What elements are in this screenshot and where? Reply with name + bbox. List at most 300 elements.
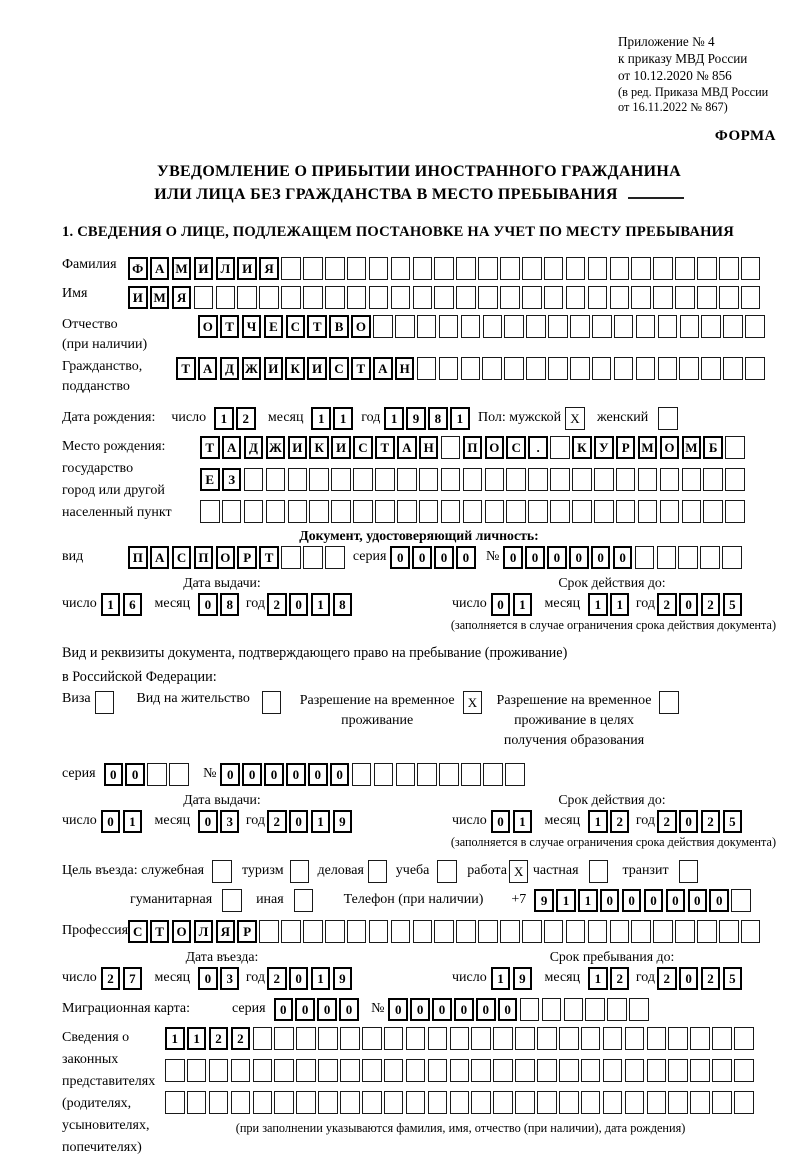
char-box[interactable]	[483, 763, 503, 786]
char-box[interactable]	[631, 920, 651, 943]
char-box[interactable]	[504, 315, 524, 338]
char-box[interactable]	[384, 1059, 404, 1082]
char-box[interactable]: 0	[289, 593, 309, 616]
char-box[interactable]	[592, 357, 612, 380]
char-box[interactable]	[653, 257, 673, 280]
char-box[interactable]	[434, 286, 454, 309]
char-box[interactable]: 0	[412, 546, 432, 569]
char-box[interactable]	[631, 257, 651, 280]
char-box[interactable]	[734, 1059, 754, 1082]
char-box[interactable]: 0	[289, 967, 309, 990]
char-box[interactable]	[478, 257, 498, 280]
char-box[interactable]	[610, 286, 630, 309]
char-box[interactable]: 1	[513, 593, 533, 616]
char-box[interactable]	[439, 315, 459, 338]
char-box[interactable]	[690, 1091, 710, 1114]
char-box[interactable]	[200, 500, 220, 523]
char-box[interactable]: Ч	[242, 315, 262, 338]
char-box[interactable]	[471, 1059, 491, 1082]
char-box[interactable]	[636, 315, 656, 338]
char-box[interactable]	[450, 1091, 470, 1114]
char-box[interactable]: 2	[236, 407, 256, 430]
char-box[interactable]	[678, 546, 698, 569]
char-box[interactable]: 0	[525, 546, 545, 569]
char-box[interactable]: А	[150, 257, 170, 280]
char-box[interactable]	[679, 357, 699, 380]
char-box[interactable]	[483, 315, 503, 338]
char-box[interactable]	[550, 436, 570, 459]
char-box[interactable]: Т	[351, 357, 371, 380]
char-box[interactable]	[318, 1091, 338, 1114]
char-box[interactable]	[592, 315, 612, 338]
char-box[interactable]: 0	[339, 998, 359, 1021]
char-box[interactable]: 0	[622, 889, 642, 912]
char-box[interactable]	[719, 920, 739, 943]
char-box[interactable]: С	[172, 546, 192, 569]
char-box[interactable]	[362, 1091, 382, 1114]
char-box[interactable]	[303, 546, 323, 569]
char-box[interactable]: 0	[600, 889, 620, 912]
char-box[interactable]	[544, 257, 564, 280]
char-box[interactable]	[660, 468, 680, 491]
char-box[interactable]	[369, 257, 389, 280]
char-box[interactable]	[347, 286, 367, 309]
char-box[interactable]	[723, 357, 743, 380]
char-box[interactable]: 8	[220, 593, 240, 616]
char-box[interactable]	[340, 1059, 360, 1082]
char-box[interactable]: П	[194, 546, 214, 569]
char-box[interactable]: 0	[198, 967, 218, 990]
char-box[interactable]	[456, 286, 476, 309]
char-box[interactable]: А	[373, 357, 393, 380]
char-box[interactable]: 0	[390, 546, 410, 569]
char-box[interactable]	[722, 546, 742, 569]
char-box[interactable]	[675, 257, 695, 280]
char-box[interactable]	[441, 500, 461, 523]
char-box[interactable]	[725, 468, 745, 491]
char-box[interactable]	[397, 468, 417, 491]
char-box[interactable]	[147, 763, 167, 786]
char-box[interactable]	[406, 1059, 426, 1082]
char-box[interactable]	[588, 257, 608, 280]
char-box[interactable]: 5	[723, 593, 743, 616]
char-box[interactable]	[723, 315, 743, 338]
char-box[interactable]: И	[128, 286, 148, 309]
char-box[interactable]	[682, 468, 702, 491]
char-box[interactable]: А	[222, 436, 242, 459]
char-box[interactable]: З	[222, 468, 242, 491]
purpose-humanitarian-checkbox[interactable]	[222, 889, 242, 912]
char-box[interactable]	[675, 920, 695, 943]
char-box[interactable]	[325, 286, 345, 309]
char-box[interactable]	[296, 1059, 316, 1082]
char-box[interactable]	[369, 920, 389, 943]
char-box[interactable]: И	[288, 436, 308, 459]
char-box[interactable]	[244, 500, 264, 523]
char-box[interactable]	[253, 1091, 273, 1114]
char-box[interactable]	[463, 468, 483, 491]
char-box[interactable]	[603, 1091, 623, 1114]
char-box[interactable]: 9	[513, 967, 533, 990]
char-box[interactable]: 0	[613, 546, 633, 569]
char-box[interactable]	[274, 1027, 294, 1050]
char-box[interactable]: 0	[491, 810, 511, 833]
char-box[interactable]: М	[172, 257, 192, 280]
char-box[interactable]: М	[150, 286, 170, 309]
char-box[interactable]: К	[285, 357, 305, 380]
char-box[interactable]	[296, 1091, 316, 1114]
char-box[interactable]	[331, 468, 351, 491]
visa-checkbox[interactable]	[95, 691, 115, 714]
char-box[interactable]: 8	[333, 593, 353, 616]
char-box[interactable]: 1	[333, 407, 353, 430]
char-box[interactable]	[572, 468, 592, 491]
char-box[interactable]	[703, 468, 723, 491]
char-box[interactable]	[544, 920, 564, 943]
char-box[interactable]	[741, 286, 761, 309]
char-box[interactable]	[741, 257, 761, 280]
char-box[interactable]	[537, 1027, 557, 1050]
char-box[interactable]	[712, 1027, 732, 1050]
char-box[interactable]: 0	[679, 967, 699, 990]
char-box[interactable]: К	[572, 436, 592, 459]
char-box[interactable]	[522, 286, 542, 309]
char-box[interactable]	[439, 357, 459, 380]
char-box[interactable]: О	[351, 315, 371, 338]
char-box[interactable]: 2	[101, 967, 121, 990]
char-box[interactable]	[625, 1091, 645, 1114]
char-box[interactable]: 0	[454, 998, 474, 1021]
char-box[interactable]	[391, 257, 411, 280]
char-box[interactable]	[309, 468, 329, 491]
char-box[interactable]: П	[463, 436, 483, 459]
char-box[interactable]: 1	[311, 407, 331, 430]
char-box[interactable]	[417, 763, 437, 786]
char-box[interactable]	[413, 286, 433, 309]
char-box[interactable]	[325, 546, 345, 569]
char-box[interactable]: С	[329, 357, 349, 380]
char-box[interactable]: 0	[410, 998, 430, 1021]
char-box[interactable]	[537, 1059, 557, 1082]
char-box[interactable]	[288, 500, 308, 523]
char-box[interactable]: Т	[259, 546, 279, 569]
char-box[interactable]: 1	[311, 593, 331, 616]
char-box[interactable]: 0	[242, 763, 262, 786]
char-box[interactable]	[741, 920, 761, 943]
char-box[interactable]	[259, 920, 279, 943]
char-box[interactable]	[439, 763, 459, 786]
char-box[interactable]: 9	[333, 810, 353, 833]
purpose-official-checkbox[interactable]	[212, 860, 232, 883]
char-box[interactable]: 0	[388, 998, 408, 1021]
char-box[interactable]	[668, 1091, 688, 1114]
char-box[interactable]	[375, 500, 395, 523]
char-box[interactable]: 2	[701, 593, 721, 616]
char-box[interactable]: 0	[330, 763, 350, 786]
char-box[interactable]	[500, 257, 520, 280]
char-box[interactable]	[680, 315, 700, 338]
char-box[interactable]	[647, 1027, 667, 1050]
char-box[interactable]	[471, 1027, 491, 1050]
char-box[interactable]	[500, 286, 520, 309]
char-box[interactable]: 0	[125, 763, 145, 786]
char-box[interactable]: Я	[216, 920, 236, 943]
char-box[interactable]	[274, 1059, 294, 1082]
char-box[interactable]	[396, 763, 416, 786]
char-box[interactable]	[165, 1059, 185, 1082]
char-box[interactable]: Я	[172, 286, 192, 309]
purpose-transit-checkbox[interactable]	[679, 860, 699, 883]
char-box[interactable]: О	[172, 920, 192, 943]
char-box[interactable]: 2	[610, 967, 630, 990]
gender-female-checkbox[interactable]	[658, 407, 678, 430]
char-box[interactable]	[428, 1027, 448, 1050]
char-box[interactable]	[581, 1059, 601, 1082]
char-box[interactable]	[701, 315, 721, 338]
char-box[interactable]	[701, 357, 721, 380]
char-box[interactable]	[347, 257, 367, 280]
char-box[interactable]	[482, 357, 502, 380]
char-box[interactable]	[570, 357, 590, 380]
char-box[interactable]: 2	[209, 1027, 229, 1050]
char-box[interactable]	[725, 436, 745, 459]
char-box[interactable]	[281, 546, 301, 569]
char-box[interactable]: Р	[616, 436, 636, 459]
char-box[interactable]	[231, 1059, 251, 1082]
char-box[interactable]: И	[237, 257, 257, 280]
char-box[interactable]	[719, 286, 739, 309]
char-box[interactable]	[450, 1059, 470, 1082]
char-box[interactable]: 0	[274, 998, 294, 1021]
char-box[interactable]	[391, 920, 411, 943]
char-box[interactable]: 2	[267, 967, 287, 990]
char-box[interactable]	[690, 1059, 710, 1082]
char-box[interactable]	[456, 257, 476, 280]
char-box[interactable]: 0	[679, 593, 699, 616]
char-box[interactable]: 2	[610, 810, 630, 833]
char-box[interactable]: 1	[187, 1027, 207, 1050]
char-box[interactable]	[745, 357, 765, 380]
char-box[interactable]: Л	[216, 257, 236, 280]
char-box[interactable]	[266, 500, 286, 523]
char-box[interactable]	[614, 357, 634, 380]
char-box[interactable]	[725, 500, 745, 523]
char-box[interactable]: 0	[476, 998, 496, 1021]
char-box[interactable]	[331, 500, 351, 523]
char-box[interactable]	[629, 998, 649, 1021]
gender-male-checkbox[interactable]: X	[565, 407, 585, 430]
char-box[interactable]	[216, 286, 236, 309]
char-box[interactable]	[274, 1091, 294, 1114]
char-box[interactable]	[374, 763, 394, 786]
char-box[interactable]	[352, 763, 372, 786]
char-box[interactable]: О	[660, 436, 680, 459]
purpose-private-checkbox[interactable]	[589, 860, 609, 883]
char-box[interactable]: 8	[428, 407, 448, 430]
char-box[interactable]	[594, 468, 614, 491]
char-box[interactable]: Ф	[128, 257, 148, 280]
char-box[interactable]	[506, 500, 526, 523]
char-box[interactable]: 0	[491, 593, 511, 616]
char-box[interactable]: И	[194, 257, 214, 280]
char-box[interactable]: О	[485, 436, 505, 459]
char-box[interactable]	[616, 500, 636, 523]
temp-permit-edu-checkbox[interactable]	[659, 691, 679, 714]
char-box[interactable]	[647, 1059, 667, 1082]
char-box[interactable]	[441, 436, 461, 459]
char-box[interactable]: 2	[701, 810, 721, 833]
char-box[interactable]	[581, 1091, 601, 1114]
char-box[interactable]	[303, 286, 323, 309]
char-box[interactable]	[281, 920, 301, 943]
char-box[interactable]	[658, 315, 678, 338]
char-box[interactable]: Я	[259, 257, 279, 280]
char-box[interactable]: Ж	[266, 436, 286, 459]
char-box[interactable]	[585, 998, 605, 1021]
char-box[interactable]: Т	[150, 920, 170, 943]
char-box[interactable]	[493, 1091, 513, 1114]
char-box[interactable]	[581, 1027, 601, 1050]
char-box[interactable]	[588, 920, 608, 943]
char-box[interactable]	[616, 468, 636, 491]
char-box[interactable]	[450, 1027, 470, 1050]
char-box[interactable]	[318, 1059, 338, 1082]
char-box[interactable]	[413, 257, 433, 280]
char-box[interactable]	[653, 286, 673, 309]
char-box[interactable]: 0	[198, 810, 218, 833]
char-box[interactable]	[340, 1027, 360, 1050]
char-box[interactable]: 0	[198, 593, 218, 616]
char-box[interactable]: 1	[214, 407, 234, 430]
char-box[interactable]	[703, 500, 723, 523]
char-box[interactable]: 2	[657, 810, 677, 833]
char-box[interactable]	[209, 1091, 229, 1114]
char-box[interactable]: Д	[244, 436, 264, 459]
char-box[interactable]	[478, 286, 498, 309]
char-box[interactable]	[485, 468, 505, 491]
char-box[interactable]	[375, 468, 395, 491]
char-box[interactable]: 1	[123, 810, 143, 833]
char-box[interactable]	[165, 1091, 185, 1114]
char-box[interactable]	[434, 920, 454, 943]
char-box[interactable]	[731, 889, 751, 912]
char-box[interactable]	[281, 257, 301, 280]
residence-permit-checkbox[interactable]	[262, 691, 282, 714]
char-box[interactable]	[668, 1059, 688, 1082]
char-box[interactable]	[697, 257, 717, 280]
char-box[interactable]	[690, 1027, 710, 1050]
char-box[interactable]: Л	[194, 920, 214, 943]
char-box[interactable]: 2	[701, 967, 721, 990]
char-box[interactable]: О	[216, 546, 236, 569]
char-box[interactable]	[428, 1091, 448, 1114]
char-box[interactable]	[647, 1091, 667, 1114]
char-box[interactable]: 1	[513, 810, 533, 833]
char-box[interactable]: А	[150, 546, 170, 569]
char-box[interactable]	[572, 500, 592, 523]
char-box[interactable]	[657, 546, 677, 569]
char-box[interactable]	[325, 257, 345, 280]
char-box[interactable]: Р	[237, 546, 257, 569]
char-box[interactable]	[318, 1027, 338, 1050]
char-box[interactable]	[526, 315, 546, 338]
char-box[interactable]: 2	[657, 967, 677, 990]
char-box[interactable]	[493, 1027, 513, 1050]
char-box[interactable]	[700, 546, 720, 569]
char-box[interactable]	[658, 357, 678, 380]
char-box[interactable]: Т	[220, 315, 240, 338]
char-box[interactable]: И	[331, 436, 351, 459]
char-box[interactable]: 0	[317, 998, 337, 1021]
char-box[interactable]: Е	[200, 468, 220, 491]
purpose-work-checkbox[interactable]: X	[509, 860, 529, 883]
char-box[interactable]: 0	[264, 763, 284, 786]
char-box[interactable]	[417, 357, 437, 380]
char-box[interactable]: А	[397, 436, 417, 459]
char-box[interactable]	[362, 1059, 382, 1082]
char-box[interactable]	[719, 257, 739, 280]
char-box[interactable]	[544, 286, 564, 309]
char-box[interactable]	[281, 286, 301, 309]
char-box[interactable]: 0	[220, 763, 240, 786]
char-box[interactable]: 3	[220, 810, 240, 833]
char-box[interactable]	[303, 920, 323, 943]
char-box[interactable]	[668, 1027, 688, 1050]
purpose-tourism-checkbox[interactable]	[290, 860, 310, 883]
char-box[interactable]: 1	[165, 1027, 185, 1050]
char-box[interactable]	[734, 1027, 754, 1050]
char-box[interactable]	[391, 286, 411, 309]
char-box[interactable]: 0	[498, 998, 518, 1021]
char-box[interactable]: .	[528, 436, 548, 459]
char-box[interactable]: 0	[286, 763, 306, 786]
char-box[interactable]: 1	[450, 407, 470, 430]
char-box[interactable]	[259, 286, 279, 309]
char-box[interactable]: 0	[295, 998, 315, 1021]
char-box[interactable]: 2	[657, 593, 677, 616]
char-box[interactable]	[631, 286, 651, 309]
char-box[interactable]	[253, 1027, 273, 1050]
char-box[interactable]	[638, 500, 658, 523]
char-box[interactable]	[537, 1091, 557, 1114]
char-box[interactable]	[594, 500, 614, 523]
char-box[interactable]	[169, 763, 189, 786]
char-box[interactable]	[395, 315, 415, 338]
char-box[interactable]: С	[128, 920, 148, 943]
char-box[interactable]: 9	[534, 889, 554, 912]
char-box[interactable]	[638, 468, 658, 491]
char-box[interactable]	[347, 920, 367, 943]
char-box[interactable]: 5	[723, 967, 743, 990]
char-box[interactable]: 1	[588, 967, 608, 990]
char-box[interactable]: 1	[610, 593, 630, 616]
char-box[interactable]	[353, 500, 373, 523]
char-box[interactable]	[187, 1059, 207, 1082]
char-box[interactable]	[515, 1091, 535, 1114]
char-box[interactable]	[504, 357, 524, 380]
char-box[interactable]: 0	[688, 889, 708, 912]
char-box[interactable]	[456, 920, 476, 943]
char-box[interactable]: 9	[406, 407, 426, 430]
char-box[interactable]: 3	[220, 967, 240, 990]
char-box[interactable]	[559, 1027, 579, 1050]
char-box[interactable]: 0	[679, 810, 699, 833]
char-box[interactable]	[625, 1027, 645, 1050]
char-box[interactable]	[194, 286, 214, 309]
char-box[interactable]	[187, 1091, 207, 1114]
char-box[interactable]	[471, 1091, 491, 1114]
char-box[interactable]	[682, 500, 702, 523]
